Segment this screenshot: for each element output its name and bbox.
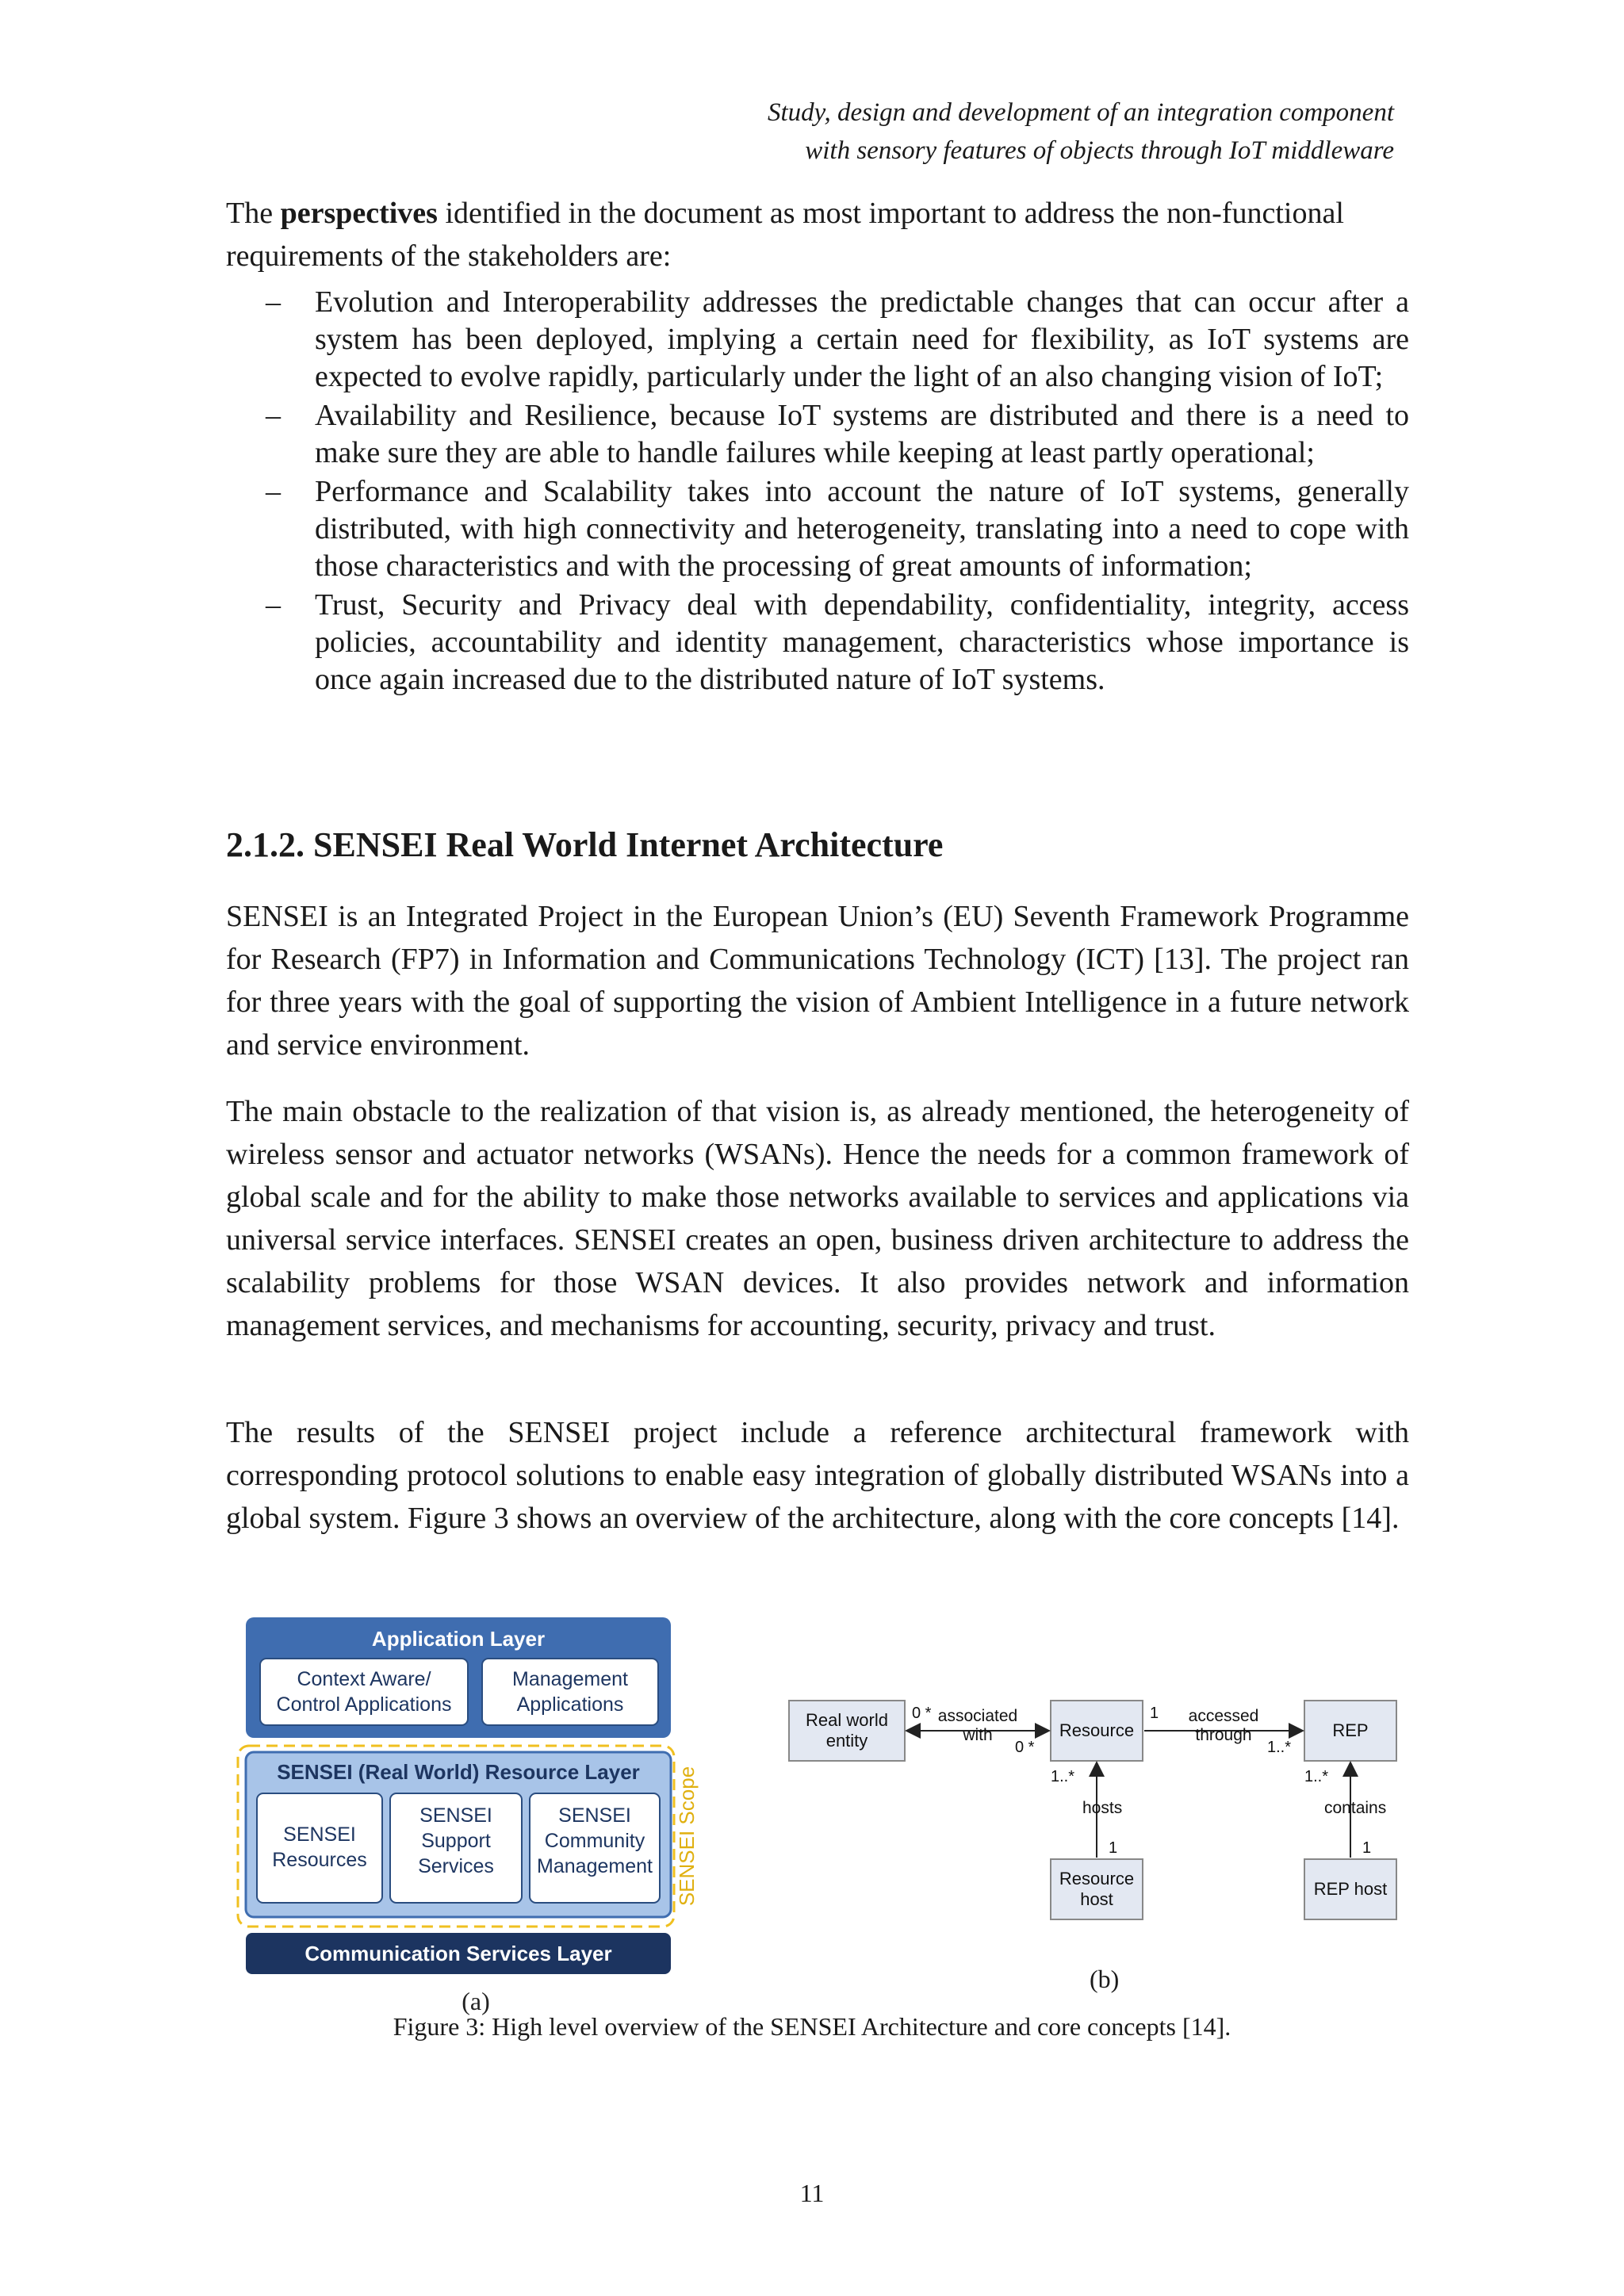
svg-text:Applications: Applications (516, 1693, 624, 1716)
header-line-2: with sensory features of objects through IoT middleware (805, 136, 1394, 165)
body-paragraph-3: The results of the SENSEI project include a reference architectural framework with corresponding protocol solutions to enable easy integration of globally distributed WSANs into a global system. Figure 3 shows an overview of the architecture, along with the core concepts [14]. (226, 1416, 1409, 1535)
application-layer-label: Application Layer (371, 1627, 546, 1651)
svg-text:Community: Community (544, 1830, 645, 1852)
svg-text:contains: contains (1324, 1799, 1387, 1817)
sensei-scope-label: SENSEI Scope (675, 1766, 699, 1907)
svg-text:SENSEI: SENSEI (283, 1823, 356, 1846)
body-paragraph-1: SENSEI is an Integrated Project in the European Union’s (EU) Seventh Framework Programme for Research (FP7) in Information and Communications Technology (ICT) [13]. The project ran for three years with the goal of supporting the vision of Ambient Intelligence in a future network and service environment. (226, 900, 1409, 1062)
resource-layer-label: SENSEI (Real World) Resource Layer (277, 1760, 640, 1784)
svg-text:SENSEI: SENSEI (419, 1804, 492, 1827)
svg-text:through: through (1195, 1726, 1252, 1744)
svg-text:Resource: Resource (1059, 1869, 1135, 1888)
figure-caption: Figure 3: High level overview of the SENSEI Architecture and core concepts [14]. (393, 2012, 1231, 2041)
running-header (0, 94, 1624, 170)
figure-b-uml-concepts (785, 1629, 1411, 1962)
list-item: – Availability and Resilience, because IoT systems are distributed and there is a need to make sure they are able to handle failures while keeping at least partly operational; (266, 399, 1409, 469)
list-item: – Trust, Security and Privacy deal with dependability, confidentiality, integrity, access policies, accountability and identity management, characteristics whose importance is once again increased due to the distributed nature of IoT systems. (266, 588, 1409, 696)
svg-text:1..*: 1..* (1304, 1768, 1329, 1785)
svg-text:1..*: 1..* (1051, 1768, 1075, 1785)
svg-text:with: with (963, 1726, 993, 1744)
svg-text:Real world: Real world (806, 1710, 888, 1730)
figure-a-label: (a) (462, 1987, 490, 2015)
resources-box (257, 1793, 382, 1903)
svg-text:host: host (1080, 1889, 1113, 1909)
svg-text:Resource: Resource (1059, 1720, 1135, 1740)
svg-text:REP: REP (1332, 1720, 1369, 1740)
header-line-1: Study, design and development of an integration component (767, 98, 1394, 127)
svg-text:Management: Management (512, 1668, 628, 1690)
svg-text:REP host: REP host (1313, 1879, 1388, 1899)
page-number: 11 (799, 2179, 825, 2207)
svg-text:1: 1 (1362, 1839, 1372, 1857)
figure-b-sublabel: (b) (1090, 1965, 1120, 1993)
intro-paragraph: The perspectives identified in the document as most important to address the non-functional requirements of the stakeholders are: (226, 197, 1344, 273)
svg-text:entity: entity (825, 1731, 868, 1751)
svg-text:Resources: Resources (272, 1849, 367, 1871)
svg-text:associated: associated (937, 1707, 1018, 1725)
svg-text:1: 1 (1150, 1705, 1159, 1722)
figure-a-architecture (230, 1617, 714, 2022)
svg-text:Support: Support (421, 1830, 491, 1852)
svg-text:Context Aware/: Context Aware/ (297, 1668, 431, 1690)
list-item: – Evolution and Interoperability addresses the predictable changes that can occur after a system has been deployed, implying a certain need for flexibility, as IoT systems are expected to evolve rapidly, particularly under the light of an also changing vision of IoT; (266, 285, 1409, 393)
intro-bold-term: perspectives (280, 197, 438, 230)
body-paragraph-2: The main obstacle to the realization of that vision is, as already mentioned, the heterogeneity of wireless sensor and actuator networks (WSANs). Hence the needs for a common framework of global scale and for the ability to make those networks available to services and applications via universal service interfaces. SENSEI creates an open, business driven architecture to address the scalability problems for those WSAN devices. It also provides network and information management services, and mechanisms for accounting, security, privacy and trust. (226, 1095, 1409, 1342)
svg-text:Control Applications: Control Applications (276, 1693, 452, 1716)
list-item: – Performance and Scalability takes into account the nature of IoT systems, generally distributed, with high connectivity and heterogeneity, translating into a need to cope with those characteristics and with the processing of great amounts of information; (266, 475, 1409, 583)
svg-text:accessed: accessed (1188, 1707, 1259, 1725)
svg-text:1: 1 (1109, 1839, 1118, 1857)
svg-text:1..*: 1..* (1267, 1739, 1292, 1756)
svg-text:Services: Services (418, 1855, 494, 1877)
svg-text:0 *: 0 * (1015, 1739, 1035, 1756)
communication-layer-label: Communication Services Layer (304, 1942, 612, 1965)
perspectives-list (226, 284, 1409, 700)
section-heading: 2.1.2. SENSEI Real World Internet Architecture (226, 825, 944, 864)
svg-text:hosts: hosts (1082, 1799, 1123, 1817)
svg-text:0 *: 0 * (912, 1705, 932, 1722)
svg-text:Management: Management (537, 1855, 653, 1877)
svg-text:SENSEI: SENSEI (558, 1804, 631, 1827)
